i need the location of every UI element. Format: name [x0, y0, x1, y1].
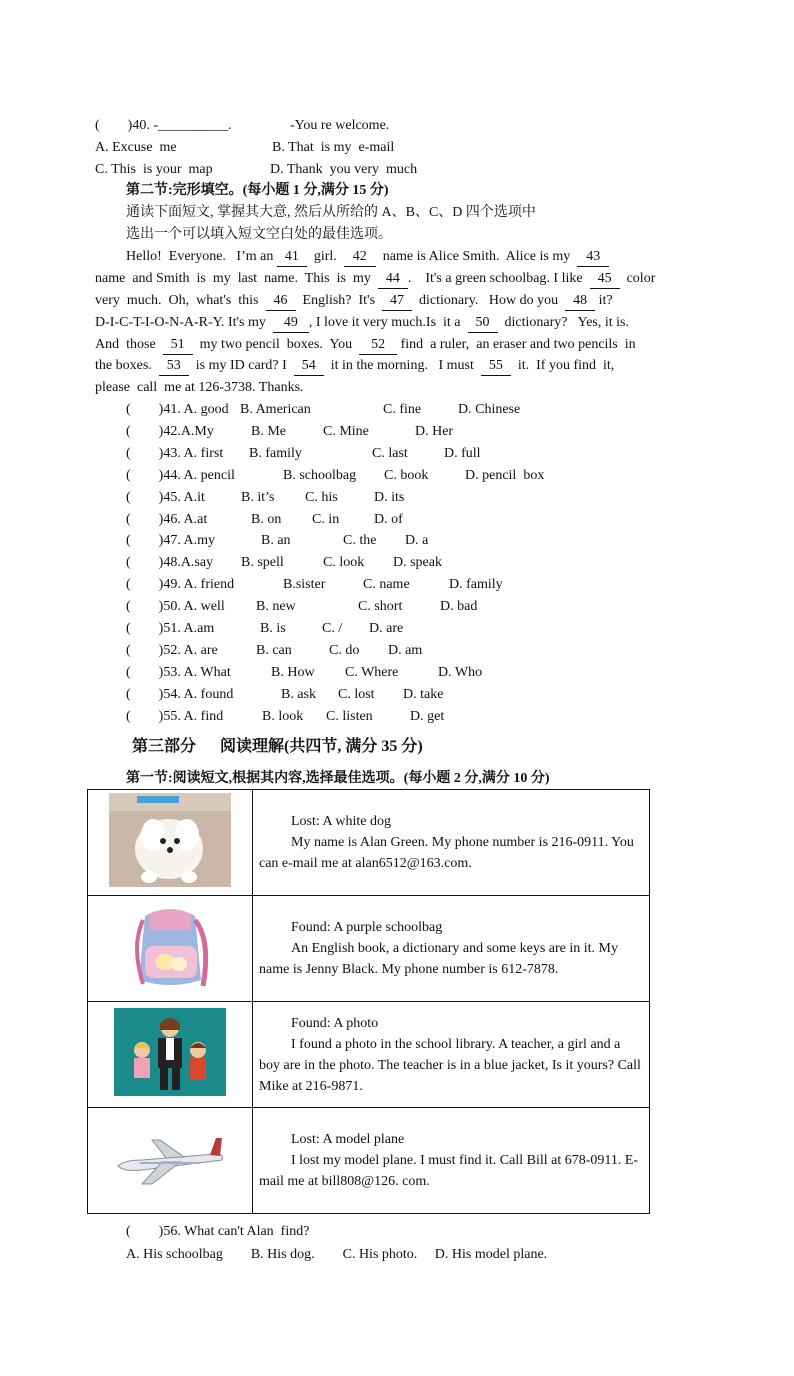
notice-text-cell	[253, 1002, 650, 1108]
question-54-option-c: C. lost	[338, 686, 375, 702]
question-53-option-b: B. How	[271, 664, 315, 680]
question-55-option-a: ( )55. A. find	[126, 708, 224, 724]
question-51-option-a: ( )51. A.am	[126, 621, 215, 636]
passage-text: dictionary? Yes, it is.	[497, 315, 629, 330]
question-51-option-b: B. is	[260, 621, 286, 636]
question-43-option-d: D. full	[444, 445, 481, 461]
passage-text: it. If you find it,	[510, 358, 615, 373]
notice-image-cell	[88, 1108, 253, 1214]
question-48-option-c: C. look	[323, 555, 365, 571]
q40-option-a: A. Excuse me	[95, 140, 177, 155]
question-47-option-c: C. the	[343, 533, 377, 549]
passage-text: girl.	[306, 249, 344, 264]
section2-title: 第二节:完形填空。(每小题 1 分,满分 15 分)	[126, 183, 389, 198]
question-56: ( )56. What can't Alan find?	[126, 1224, 310, 1239]
question-42-option-b: B. Me	[251, 423, 286, 439]
question-52-option-a: ( )52. A. are	[126, 642, 218, 658]
question-41-option-b: B. American	[240, 402, 311, 417]
passage-text: very much. Oh, what's this	[95, 293, 266, 308]
question-49-option-b: B.sister	[283, 577, 326, 593]
passage-text: it?	[595, 293, 613, 308]
notice-body: I found a photo in the school library. A teacher, a girl and a boy are in the photo. The teacher is in a blue jacket, Is it yours? Call Mike at 216-9871.	[259, 1036, 641, 1094]
notice-row	[88, 1108, 650, 1214]
question-48-option-b: B. spell	[241, 555, 284, 571]
question-54-option-b: B. ask	[281, 686, 316, 702]
question-44-option-c: C. book	[384, 467, 429, 483]
section2-instruction-2: 选出一个可以填入短文空白处的最佳选项。	[126, 227, 392, 242]
question-49-option-a: ( )49. A. friend	[126, 577, 235, 593]
white-dog-image	[109, 793, 231, 887]
passage-line	[95, 270, 655, 289]
question-41-option-a: ( )41. A. good	[126, 402, 229, 417]
notice-row	[88, 790, 650, 896]
question-44-option-a: ( )44. A. pencil	[126, 467, 235, 483]
notice-heading: Found: A purple schoolbag	[291, 920, 443, 935]
passage-text: the boxes.	[95, 358, 159, 373]
passage-line	[95, 292, 613, 311]
blank-45: 45	[590, 270, 620, 289]
notice-image-cell	[88, 1002, 253, 1108]
blank-53: 53	[159, 357, 189, 376]
model-plane-image	[112, 1126, 228, 1190]
question-42-option-d: D. Her	[415, 423, 454, 439]
question-48-option-d: D. speak	[393, 555, 442, 571]
question-42-option-c: C. Mine	[323, 423, 369, 439]
question-50-option-d: D. bad	[440, 599, 478, 615]
passage-text: it in the morning. I must	[323, 358, 481, 373]
question-46-option-c: C. in	[312, 511, 340, 527]
question-43-option-b: B. family	[249, 445, 302, 461]
passage-text: Hello! Everyone. I’m an	[126, 249, 277, 264]
question-52-option-b: B. can	[256, 642, 292, 658]
passage-text: find a ruler, an eraser and two pencils in	[397, 337, 636, 352]
question-56-options: A. His schoolbag B. His dog. C. His photo. D. His model plane.	[126, 1247, 548, 1262]
q40-reply: -You re welcome.	[290, 118, 390, 133]
question-54-option-d: D. take	[403, 686, 444, 702]
blank-47: 47	[382, 292, 412, 311]
blank-44: 44	[378, 270, 408, 289]
question-46-option-d: D. of	[374, 511, 403, 527]
question-50-option-b: B. new	[256, 599, 296, 615]
question-44-option-b: B. schoolbag	[283, 467, 357, 483]
blank-42: 42	[344, 248, 376, 267]
passage-line	[95, 357, 614, 376]
blank-54: 54	[294, 357, 324, 376]
passage-line	[95, 314, 629, 333]
passage-text: is my ID card? I	[188, 358, 294, 373]
passage-line	[95, 336, 636, 355]
q40-line	[95, 117, 232, 135]
blank-50: 50	[468, 314, 498, 333]
notice-image-cell	[88, 790, 253, 896]
question-45-option-c: C. his	[305, 489, 338, 505]
notice-row	[88, 1002, 650, 1108]
notice-row	[88, 896, 650, 1002]
q40-option-b: B. That is my e-mail	[272, 140, 395, 155]
passage-text: English? It's	[295, 293, 383, 308]
notice-text-cell	[253, 790, 650, 896]
notice-body: I lost my model plane. I must find it. Call Bill at 678-0911. E-mail me at bill808@126. com.	[259, 1153, 639, 1189]
question-45-option-a: ( )45. A.it	[126, 489, 205, 505]
blank-46: 46	[266, 292, 296, 311]
question-54-option-a: ( )54. A. found	[126, 686, 234, 702]
question-46-option-b: B. on	[251, 511, 282, 527]
passage-text: my two pencil boxes. You	[192, 337, 360, 352]
passage-text: , I love it very much.Is it a	[308, 315, 468, 330]
blank-52: 52	[359, 336, 397, 355]
question-47-option-d: D. a	[405, 533, 429, 549]
passage-line: please call me at 126-3738. Thanks.	[95, 380, 304, 395]
question-52-option-c: C. do	[329, 642, 360, 658]
question-49-option-c: C. name	[363, 577, 410, 593]
notice-heading: Found: A photo	[291, 1015, 379, 1031]
notice-text-cell	[253, 1108, 650, 1214]
blank-49: 49	[273, 314, 309, 333]
section2-instruction-1: 通读下面短文, 掌握其大意, 然后从所给的 A、B、C、D 四个选项中	[126, 205, 536, 220]
question-41-option-c: C. fine	[383, 402, 422, 417]
blank-51: 51	[163, 336, 193, 355]
passage-text: D-I-C-T-I-O-N-A-R-Y. It's my	[95, 315, 273, 330]
q40-tail: .	[228, 118, 232, 133]
passage-text: . It's a green schoolbag. I like	[407, 271, 590, 286]
blank-55: 55	[481, 357, 511, 376]
blank-43: 43	[577, 248, 609, 267]
question-43-option-a: ( )43. A. first	[126, 445, 224, 461]
q40-blank: __________	[158, 118, 228, 133]
passage-text: name is Alice Smith. Alice is my	[375, 249, 578, 264]
notice-body: An English book, a dictionary and some keys are in it. My name is Jenny Black. My phone number is 612-7878.	[259, 941, 618, 977]
blank-41: 41	[277, 248, 307, 267]
notice-heading: Lost: A model plane	[291, 1132, 405, 1147]
q40-stem: ( )40. -	[95, 118, 158, 133]
q40-option-c: C. This is your map	[95, 162, 213, 177]
question-45-option-b: B. it’s	[241, 489, 275, 505]
question-44-option-d: D. pencil box	[465, 467, 545, 483]
question-50-option-c: C. short	[358, 599, 403, 615]
purple-schoolbag-image	[115, 900, 225, 992]
passage-line	[126, 248, 609, 267]
passage-text: dictionary. How do you	[412, 293, 566, 308]
question-51-option-c: C. /	[322, 621, 343, 636]
section3-title: 第三部分 阅读理解(共四节, 满分 35 分)	[132, 738, 423, 755]
notice-table	[87, 789, 650, 1214]
passage-text: color	[619, 271, 656, 286]
passage-text: name and Smith is my last name. This is my	[95, 271, 378, 286]
question-55-option-d: D. get	[410, 708, 445, 724]
notice-heading: Lost: A white dog	[291, 814, 391, 829]
question-55-option-b: B. look	[262, 708, 304, 724]
question-53-option-c: C. Where	[345, 664, 399, 680]
question-51-option-d: D. are	[369, 621, 404, 636]
passage-text: And those	[95, 337, 163, 352]
question-47-option-b: B. an	[261, 533, 291, 549]
question-53-option-a: ( )53. A. What	[126, 664, 231, 680]
family-photo-image	[114, 1008, 226, 1096]
notice-image-cell	[88, 896, 253, 1002]
blank-48: 48	[565, 292, 595, 311]
question-49-option-d: D. family	[449, 577, 503, 593]
q40-option-d: D. Thank you very much	[270, 162, 418, 177]
question-48-option-a: ( )48.A.say	[126, 555, 214, 571]
question-52-option-d: D. am	[388, 642, 423, 658]
question-41-option-d: D. Chinese	[458, 402, 521, 417]
question-42-option-a: ( )42.A.My	[126, 423, 214, 439]
question-45-option-d: D. its	[374, 489, 405, 505]
question-55-option-c: C. listen	[326, 708, 373, 724]
section3-subtitle: 第一节:阅读短文,根据其内容,选择最佳选项。(每小题 2 分,满分 10 分)	[126, 771, 550, 786]
question-46-option-a: ( )46. A.at	[126, 511, 208, 527]
question-53-option-d: D. Who	[438, 664, 483, 680]
question-50-option-a: ( )50. A. well	[126, 599, 225, 615]
notice-text-cell	[253, 896, 650, 1002]
notice-body: My name is Alan Green. My phone number is 216-0911. You can e-mail me at alan6512@163.com.	[259, 835, 634, 871]
question-43-option-c: C. last	[372, 445, 408, 461]
question-47-option-a: ( )47. A.my	[126, 533, 216, 549]
